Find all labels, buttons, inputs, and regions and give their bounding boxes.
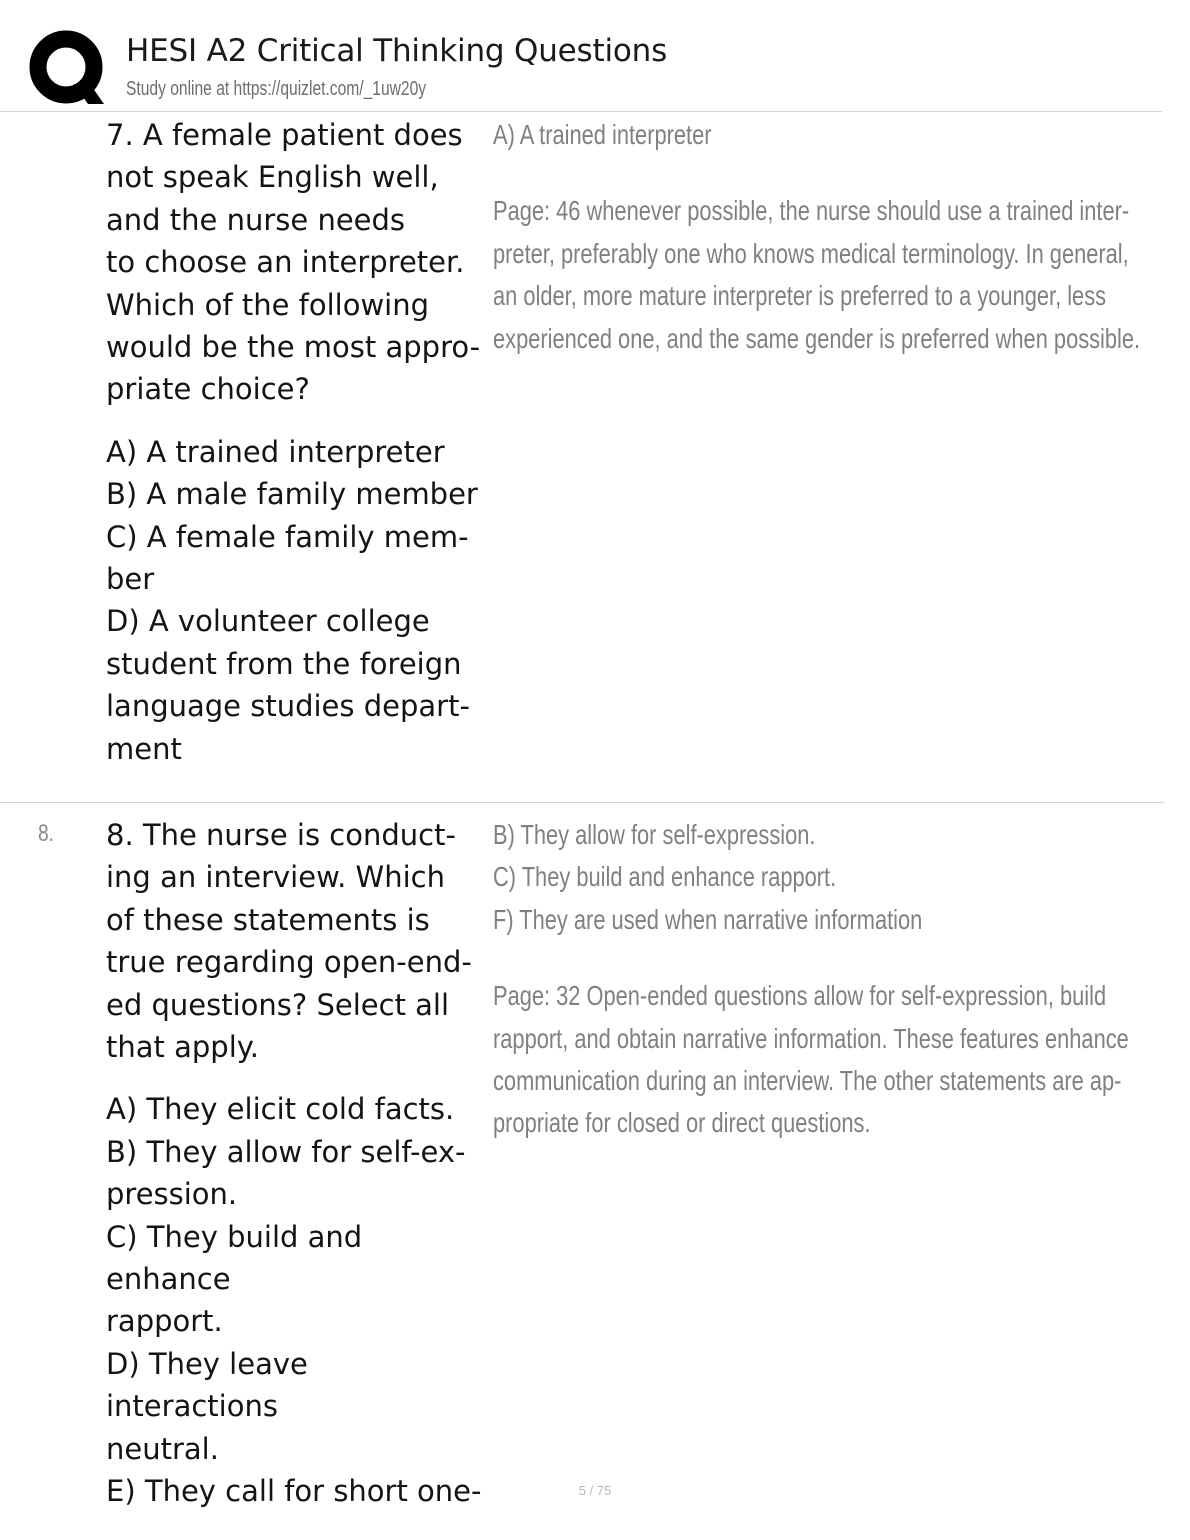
- option-line: A) They elicit cold facts.: [106, 1092, 455, 1127]
- card-divider: [0, 802, 1164, 803]
- card-number: 8.: [38, 820, 55, 847]
- question-line: that apply.: [106, 1030, 260, 1065]
- question-line: true regarding open-end-: [106, 945, 472, 980]
- header-divider: [0, 111, 1162, 112]
- question-line: 7. A female patient does: [106, 118, 463, 152]
- answer-line: F) They are used when narrative information: [493, 903, 923, 935]
- question-line: Which of the following: [106, 287, 430, 322]
- question-line: of these statements is: [106, 902, 430, 937]
- question-line: and the nurse needs: [106, 202, 406, 237]
- answer-line: B) They allow for self-expression.: [493, 819, 816, 850]
- answer-line: C) They build and enhance rapport.: [493, 861, 837, 893]
- quizlet-logo-icon: [28, 30, 108, 108]
- option-line: neutral.: [106, 1431, 219, 1466]
- question-line: 8. The nurse is conduct-: [106, 818, 456, 852]
- option-line: language studies depart-: [106, 689, 470, 724]
- option-line: E) They call for short one-: [106, 1474, 482, 1509]
- explanation-line: Page: 32 Open-ended questions allow for self-expression, build: [493, 980, 1107, 1012]
- option-line: A) A trained interpreter: [106, 434, 445, 469]
- page-title: HESI A2 Critical Thinking Questions: [126, 33, 668, 69]
- study-url: Study online at https://quizlet.com/_1uw20y: [126, 78, 427, 100]
- option-line: ment: [106, 731, 182, 766]
- option-line: D) A volunteer college: [106, 604, 430, 639]
- card-definition: [493, 114, 1152, 360]
- option-line: C) A female family mem-: [106, 519, 469, 554]
- explanation-line: Page: 46 whenever possible, the nurse should use a trained inter-: [493, 195, 1130, 227]
- question-line: priate choice?: [106, 372, 310, 407]
- option-line: pression.: [106, 1177, 238, 1212]
- option-line: C) They build and enhance: [106, 1219, 363, 1297]
- answer-line: A) A trained interpreter: [493, 119, 712, 150]
- card-definition: [493, 814, 1152, 1145]
- page-number: 5 / 75: [578, 1483, 612, 1498]
- option-line: rapport.: [106, 1304, 223, 1339]
- explanation-line: rapport, and obtain narrative information. These features enhance: [493, 1022, 1129, 1054]
- card-term: [106, 114, 486, 770]
- explanation-line: an older, more mature interpreter is preferred to a younger, less: [493, 280, 1107, 312]
- explanation-line: preter, preferably one who knows medical terminology. In general,: [493, 237, 1129, 269]
- question-line: ed questions? Select all: [106, 987, 450, 1022]
- option-line: ber: [106, 562, 155, 597]
- question-line: not speak English well,: [106, 160, 439, 195]
- question-line: to choose an interpreter.: [106, 245, 465, 280]
- card-term: [106, 814, 486, 1513]
- option-line: student from the foreign: [106, 646, 462, 681]
- explanation-line: communication during an interview. The other statements are ap-: [493, 1065, 1122, 1097]
- explanation-line: propriate for closed or direct questions.: [493, 1107, 871, 1139]
- question-line: ing an interview. Which: [106, 860, 445, 895]
- question-line: would be the most appro-: [106, 330, 481, 365]
- option-line: D) They leave interactions: [106, 1346, 308, 1424]
- option-line: B) A male family member: [106, 477, 478, 512]
- explanation-line: experienced one, and the same gender is preferred when possible.: [493, 322, 1141, 354]
- option-line: B) They allow for self-ex-: [106, 1134, 466, 1169]
